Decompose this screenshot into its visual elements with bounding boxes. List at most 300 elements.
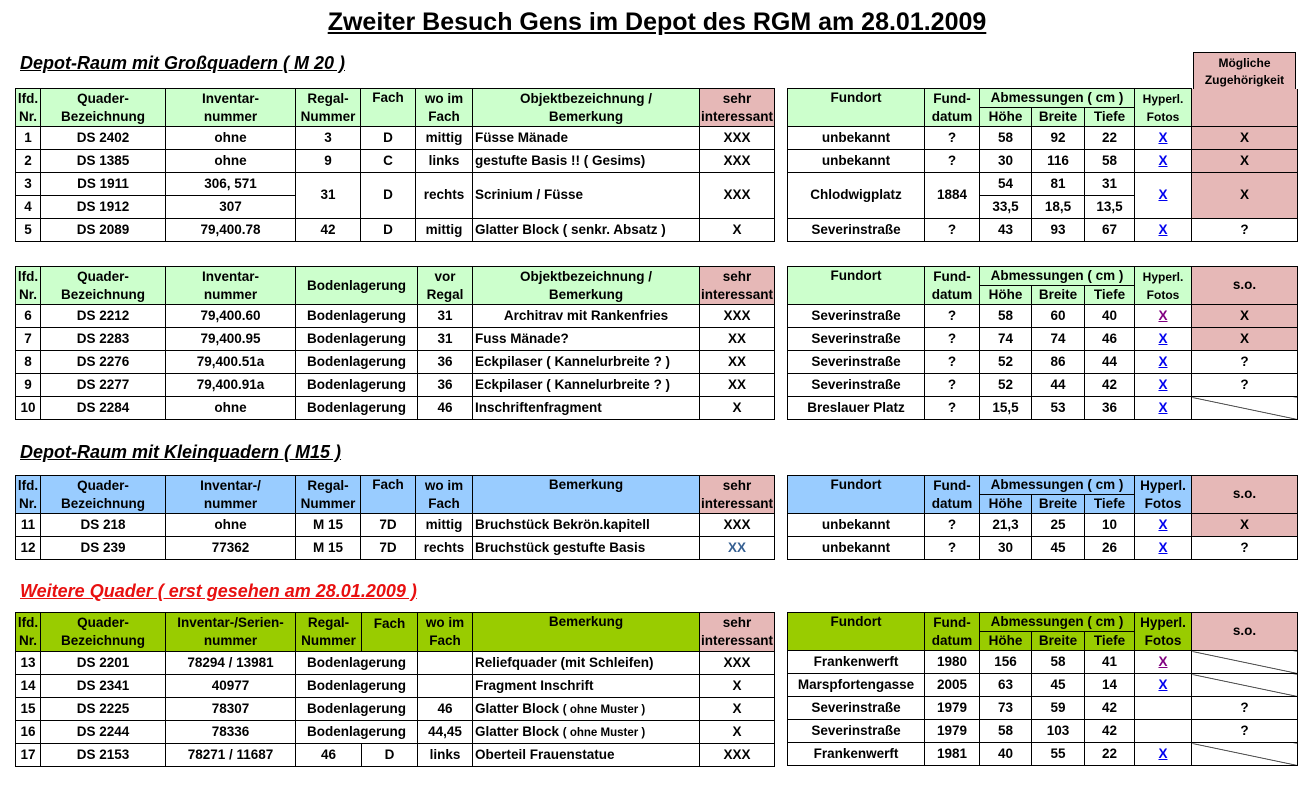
cell-inventar: ohne: [166, 397, 296, 420]
cell-breite: 45: [1032, 537, 1085, 560]
cell-wo: mittig: [416, 514, 473, 537]
table-row: [16, 698, 775, 721]
cell-wo: [418, 652, 473, 675]
cell-inventar: 306, 571: [166, 173, 296, 196]
header-fund: Fund- datum: [925, 89, 980, 127]
cell-objekt: Architrav mit Rankenfries: [473, 305, 700, 328]
table-row: [788, 697, 1298, 720]
cell-fundort: Severinstraße: [788, 720, 925, 743]
foto-link[interactable]: X: [1135, 674, 1192, 697]
cell-objekt: Füsse Mänade: [473, 127, 700, 150]
cell-fundort: Severinstraße: [788, 351, 925, 374]
cell-zugehoerigkeit-empty: [1192, 743, 1298, 766]
cell-tiefe: 42: [1085, 697, 1135, 720]
cell-vor: 36: [418, 351, 473, 374]
cell-sehr: X: [700, 721, 775, 744]
header-regal: Regal- Nummer: [296, 613, 362, 651]
header-vorregal: vor Regal: [418, 267, 473, 305]
cell-regal: Bodenlagerung: [296, 675, 418, 698]
cell-breite: 92: [1032, 127, 1085, 150]
table-row: [788, 537, 1298, 560]
table-row: [16, 397, 775, 420]
cell-inventar: 78271 / 11687: [166, 744, 296, 767]
header-sehr: sehr interessant: [700, 613, 775, 652]
cell-nr: 15: [16, 698, 41, 721]
cell-regal: 3: [296, 127, 361, 150]
cell-wo: [418, 675, 473, 698]
header-hyperl: Hyperl. Fotos: [1135, 89, 1192, 127]
cell-sehr: XXX: [700, 514, 775, 537]
cell-hoehe: 156: [980, 651, 1032, 674]
cell-regal: 9: [296, 150, 361, 173]
cell-hoehe: 74: [980, 328, 1032, 351]
cell-tiefe: 26: [1085, 537, 1135, 560]
cell-tiefe: 44: [1085, 351, 1135, 374]
cell-boden: Bodenlagerung: [296, 397, 418, 420]
cell-zugehoerigkeit: ?: [1192, 374, 1298, 397]
cell-breite: 44: [1032, 374, 1085, 397]
header-fund: Fund- datum: [925, 267, 980, 305]
cell-hoehe: 30: [980, 150, 1032, 173]
cell-breite: 93: [1032, 219, 1085, 242]
table-row: [788, 651, 1298, 674]
cell-nr: 4: [16, 196, 41, 219]
cell-quader: DS 218: [41, 514, 166, 537]
header-hoehe: Höhe: [980, 286, 1032, 305]
cell-hoehe: 63: [980, 674, 1032, 697]
cell-inventar: 78336: [166, 721, 296, 744]
cell-quader: DS 2212: [41, 305, 166, 328]
table-row: [16, 219, 775, 242]
cell-datum: ?: [925, 374, 980, 397]
cell-objekt: Eckpilaser ( Kannelurbreite ? ): [473, 374, 700, 397]
cell-tiefe: 22: [1085, 127, 1135, 150]
cell-regal: Bodenlagerung: [296, 721, 418, 744]
table-gross-left: [15, 88, 775, 242]
cell-objekt: Fuss Mänade?: [473, 328, 700, 351]
cell-sehr: XX: [700, 537, 775, 560]
header-hyperl: Hyperl. Fotos: [1135, 267, 1192, 305]
header-sehr: sehr interessant: [700, 89, 775, 127]
table-row: [16, 127, 775, 150]
header-bemerkung: Bemerkung: [473, 613, 700, 652]
header-fach: Fach: [361, 89, 416, 127]
page-title: Zweiter Besuch Gens im Depot des RGM am 28.01.2009: [327, 8, 987, 36]
header-breite: Breite: [1032, 286, 1085, 305]
cell-inventar: 78307: [166, 698, 296, 721]
cell-tiefe: 40: [1085, 305, 1135, 328]
cell-tiefe: 36: [1085, 397, 1135, 420]
cell-hoehe: 21,3: [980, 514, 1032, 537]
cell-wo: rechts: [416, 173, 473, 219]
header-abmessungen: Abmessungen ( cm ): [980, 267, 1135, 286]
header-fundort: Fundort: [788, 613, 925, 651]
header-objekt: Objektbezeichnung / Bemerkung: [473, 89, 700, 127]
cell-hoehe: 30: [980, 537, 1032, 560]
cell-fundort: Severinstraße: [788, 697, 925, 720]
cell-nr: 13: [16, 652, 41, 675]
cell-quader: DS 2283: [41, 328, 166, 351]
cell-nr: 11: [16, 514, 41, 537]
table-row: [16, 537, 775, 560]
cell-sehr: X: [700, 698, 775, 721]
cell-inventar: ohne: [166, 127, 296, 150]
table-row: [16, 652, 775, 675]
cell-quader: DS 2153: [41, 744, 166, 767]
cell-fach: D: [361, 173, 416, 219]
cell-nr: 14: [16, 675, 41, 698]
cell-breite: 18,5: [1032, 196, 1085, 219]
cell-inventar: 79,400.51a: [166, 351, 296, 374]
cell-vor: 46: [418, 397, 473, 420]
cell-inventar: 79,400.91a: [166, 374, 296, 397]
cell-datum: 1981: [925, 743, 980, 766]
cell-breite: 25: [1032, 514, 1085, 537]
cell-bemerkung: Glatter Block ( ohne Muster ): [473, 698, 700, 721]
cell-nr: 7: [16, 328, 41, 351]
cell-sehr: X: [700, 397, 775, 420]
cell-quader: DS 1385: [41, 150, 166, 173]
cell-vor: 36: [418, 374, 473, 397]
table-row: [16, 351, 775, 374]
foto-link[interactable]: X: [1135, 397, 1192, 420]
cell-wo: rechts: [416, 537, 473, 560]
cell-regal: 31: [296, 173, 361, 219]
table-boden-right: [787, 266, 1298, 420]
cell-datum: 1884: [925, 173, 980, 219]
cell-quader: DS 2244: [41, 721, 166, 744]
table-row: [788, 305, 1298, 328]
header-fund: Fund- datum: [925, 613, 980, 651]
cell-nr: 3: [16, 173, 41, 196]
cell-fundort: Frankenwerft: [788, 651, 925, 674]
cell-breite: 55: [1032, 743, 1085, 766]
header-lfd: lfd. Nr.: [16, 89, 41, 127]
cell-hoehe: 58: [980, 720, 1032, 743]
cell-inventar: 307: [166, 196, 296, 219]
cell-wo: mittig: [416, 127, 473, 150]
cell-nr: 1: [16, 127, 41, 150]
header-fundort: Fundort: [788, 476, 925, 514]
header-hyperl: Hyperl. Fotos: [1135, 476, 1192, 514]
cell-zugehoerigkeit-empty: [1192, 651, 1298, 674]
cell-quader: DS 2276: [41, 351, 166, 374]
table-row: [788, 328, 1298, 351]
foto-link[interactable]: X: [1135, 374, 1192, 397]
header-lfd: lfd. Nr.: [16, 267, 41, 305]
cell-objekt: Scrinium / Füsse: [473, 173, 700, 219]
cell-zugehoerigkeit: ?: [1192, 720, 1298, 743]
cell-breite: 45: [1032, 674, 1085, 697]
table-row: [16, 150, 775, 173]
cell-sehr: XXX: [700, 150, 775, 173]
cell-vor: 31: [418, 328, 473, 351]
cell-zugehoerigkeit-empty: [1192, 674, 1298, 697]
cell-regal: M 15: [296, 514, 361, 537]
header-zugehoerigkeit: Mögliche Zugehörigkeit: [1193, 52, 1296, 125]
cell-tiefe: 41: [1085, 651, 1135, 674]
table-row: [788, 743, 1298, 766]
cell-regal: Bodenlagerung: [296, 652, 418, 675]
cell-quader: DS 2225: [41, 698, 166, 721]
cell-datum: ?: [925, 537, 980, 560]
cell-fach: 7D: [361, 537, 416, 560]
header-quader: Quader- Bezeichnung: [41, 613, 166, 652]
header-woim: wo im Fach: [416, 89, 473, 127]
header-lfd: lfd. Nr.: [16, 613, 41, 652]
cell-hoehe: 58: [980, 127, 1032, 150]
cell-datum: ?: [925, 305, 980, 328]
cell-hoehe: 52: [980, 374, 1032, 397]
cell-hoehe: 15,5: [980, 397, 1032, 420]
header-breite: Breite: [1032, 108, 1085, 127]
foto-link[interactable]: X: [1135, 219, 1192, 242]
header-breite: Breite: [1032, 495, 1085, 514]
cell-fundort: Severinstraße: [788, 374, 925, 397]
header-so: s.o.: [1192, 613, 1298, 651]
cell-bemerkung: Bruchstück Bekrön.kapitell: [473, 514, 700, 537]
table-row: [16, 744, 775, 767]
header-regal-fach: [296, 613, 418, 652]
cell-hoehe: 73: [980, 697, 1032, 720]
cell-nr: 2: [16, 150, 41, 173]
table-row: [16, 721, 775, 744]
section-title-klein: Depot-Raum mit Kleinquadern ( M15 ): [20, 442, 342, 462]
cell-regal: M 15: [296, 537, 361, 560]
cell-fundort: Chlodwigplatz: [788, 173, 925, 219]
cell-hoehe: 40: [980, 743, 1032, 766]
cell-hoehe: 58: [980, 305, 1032, 328]
cell-regal-fach: 46 D: [296, 744, 418, 767]
header-fundort: Fundort: [788, 267, 925, 305]
cell-tiefe: 22: [1085, 743, 1135, 766]
cell-tiefe: 42: [1085, 720, 1135, 743]
cell-vor: 31: [418, 305, 473, 328]
cell-tiefe: 42: [1085, 374, 1135, 397]
cell-datum: 1980: [925, 651, 980, 674]
cell-quader: DS 1912: [41, 196, 166, 219]
cell-datum: 1979: [925, 720, 980, 743]
cell-datum: ?: [925, 127, 980, 150]
header-tiefe: Tiefe: [1085, 286, 1135, 305]
table-row: [788, 720, 1298, 743]
cell-inventar: 40977: [166, 675, 296, 698]
table-row: [16, 305, 775, 328]
cell-objekt: Glatter Block ( senkr. Absatz ): [473, 219, 700, 242]
header-sehr: sehr interessant: [700, 267, 775, 305]
cell-tiefe: 67: [1085, 219, 1135, 242]
cell-zugehoerigkeit: X: [1192, 127, 1298, 150]
cell-breite: 81: [1032, 173, 1085, 196]
foto-link[interactable]: X: [1135, 537, 1192, 560]
cell-quader: DS 2089: [41, 219, 166, 242]
foto-link: [1135, 720, 1192, 743]
cell-zugehoerigkeit: X: [1192, 150, 1298, 173]
cell-boden: Bodenlagerung: [296, 374, 418, 397]
cell-wo: 44,45: [418, 721, 473, 744]
cell-fundort: Severinstraße: [788, 328, 925, 351]
header-so: s.o.: [1192, 476, 1298, 514]
foto-link[interactable]: X: [1135, 351, 1192, 374]
header-woim: wo im Fach: [416, 476, 473, 514]
cell-tiefe: 46: [1085, 328, 1135, 351]
foto-link[interactable]: X: [1135, 514, 1192, 537]
table-row: [788, 173, 1298, 196]
header-fundort: Fundort: [788, 89, 925, 127]
header-hyperl: Hyperl. Fotos: [1135, 613, 1192, 651]
cell-bemerkung: Fragment Inschrift: [473, 675, 700, 698]
header-fund: Fund- datum: [925, 476, 980, 514]
cell-zugehoerigkeit: X: [1192, 173, 1298, 219]
cell-sehr: XX: [700, 328, 775, 351]
table-row: [788, 219, 1298, 242]
cell-inventar: 79,400.95: [166, 328, 296, 351]
cell-breite: 74: [1032, 328, 1085, 351]
cell-objekt: Eckpilaser ( Kannelurbreite ? ): [473, 351, 700, 374]
cell-breite: 86: [1032, 351, 1085, 374]
foto-link[interactable]: X: [1135, 305, 1192, 328]
header-quader: Quader- Bezeichnung: [41, 476, 166, 514]
cell-quader: DS 2402: [41, 127, 166, 150]
header-inventar: Inventar- nummer: [166, 89, 296, 127]
cell-sehr: X: [700, 219, 775, 242]
foto-link[interactable]: X: [1135, 127, 1192, 150]
cell-datum: ?: [925, 219, 980, 242]
cell-bemerkung: Reliefquader (mit Schleifen): [473, 652, 700, 675]
foto-link[interactable]: X: [1135, 743, 1192, 766]
cell-sehr: XX: [700, 351, 775, 374]
foto-link[interactable]: X: [1135, 328, 1192, 351]
foto-link: [1135, 697, 1192, 720]
header-tiefe: Tiefe: [1085, 108, 1135, 127]
table-boden-left: [15, 266, 775, 420]
cell-fach: C: [361, 150, 416, 173]
cell-quader: DS 2201: [41, 652, 166, 675]
cell-datum: ?: [925, 351, 980, 374]
cell-nr: 16: [16, 721, 41, 744]
cell-zugehoerigkeit-empty: [1192, 397, 1298, 420]
cell-tiefe: 10: [1085, 514, 1135, 537]
cell-breite: 116: [1032, 150, 1085, 173]
cell-sehr: XX: [700, 374, 775, 397]
header-woim: wo im Fach: [418, 613, 473, 652]
cell-nr: 9: [16, 374, 41, 397]
header-fach: Fach: [373, 616, 406, 631]
cell-zugehoerigkeit: ?: [1192, 697, 1298, 720]
header-sehr: sehr interessant: [700, 476, 775, 514]
header-abmessungen: Abmessungen ( cm ): [980, 613, 1135, 632]
cell-zugehoerigkeit: ?: [1192, 351, 1298, 374]
table-row: [788, 127, 1298, 150]
cell-fundort: Severinstraße: [788, 219, 925, 242]
cell-hoehe: 43: [980, 219, 1032, 242]
cell-hoehe: 52: [980, 351, 1032, 374]
table-klein-left: [15, 475, 775, 560]
cell-fundort: Severinstraße: [788, 305, 925, 328]
cell-tiefe: 14: [1085, 674, 1135, 697]
cell-datum: 1979: [925, 697, 980, 720]
cell-datum: ?: [925, 328, 980, 351]
cell-wo: 46: [418, 698, 473, 721]
cell-breite: 103: [1032, 720, 1085, 743]
cell-sehr: X: [700, 675, 775, 698]
header-quader: Quader- Bezeichnung: [41, 89, 166, 127]
header-breite: Breite: [1032, 632, 1085, 651]
cell-bemerkung: Oberteil Frauenstatue: [473, 744, 700, 767]
cell-zugehoerigkeit: X: [1192, 514, 1298, 537]
cell-quader: DS 1911: [41, 173, 166, 196]
table-weitere-left: [15, 612, 775, 767]
cell-sehr: XXX: [700, 652, 775, 675]
cell-zugehoerigkeit: ?: [1192, 537, 1298, 560]
cell-breite: 59: [1032, 697, 1085, 720]
cell-inventar: ohne: [166, 150, 296, 173]
cell-regal: 42: [296, 219, 361, 242]
cell-fundort: unbekannt: [788, 150, 925, 173]
header-objekt: Objektbezeichnung / Bemerkung: [473, 267, 700, 305]
cell-fach: D: [361, 219, 416, 242]
cell-fundort: unbekannt: [788, 537, 925, 560]
table-row: [788, 351, 1298, 374]
cell-wo: links: [418, 744, 473, 767]
foto-link[interactable]: X: [1135, 150, 1192, 173]
table-row: [16, 514, 775, 537]
cell-quader: DS 2284: [41, 397, 166, 420]
foto-link[interactable]: X: [1135, 173, 1192, 219]
section-title-weitere: Weitere Quader ( erst gesehen am 28.01.2009 ): [20, 581, 417, 601]
header-tiefe: Tiefe: [1085, 632, 1135, 651]
header-regal: Regal- Nummer: [296, 89, 361, 127]
cell-tiefe: 31: [1085, 173, 1135, 196]
header-lfd: lfd. Nr.: [16, 476, 41, 514]
cell-datum: ?: [925, 397, 980, 420]
cell-sehr: XXX: [700, 305, 775, 328]
cell-bemerkung: Glatter Block ( ohne Muster ): [473, 721, 700, 744]
table-weitere-right: [787, 612, 1298, 766]
cell-boden: Bodenlagerung: [296, 305, 418, 328]
cell-zugehoerigkeit: ?: [1192, 219, 1298, 242]
cell-objekt: gestufte Basis !! ( Gesims): [473, 150, 700, 173]
cell-sehr: XXX: [700, 127, 775, 150]
header-hoehe: Höhe: [980, 495, 1032, 514]
table-row: [16, 675, 775, 698]
cell-hoehe: 33,5: [980, 196, 1032, 219]
cell-zugehoerigkeit: X: [1192, 328, 1298, 351]
cell-breite: 53: [1032, 397, 1085, 420]
foto-link[interactable]: X: [1135, 651, 1192, 674]
cell-tiefe: 13,5: [1085, 196, 1135, 219]
cell-nr: 8: [16, 351, 41, 374]
cell-bemerkung: Bruchstück gestufte Basis: [473, 537, 700, 560]
cell-quader: DS 2277: [41, 374, 166, 397]
table-klein-right: [787, 475, 1298, 560]
cell-nr: 10: [16, 397, 41, 420]
header-inventar: Inventar-/ nummer: [166, 476, 296, 514]
cell-breite: 60: [1032, 305, 1085, 328]
table-row: [788, 674, 1298, 697]
header-hoehe: Höhe: [980, 632, 1032, 651]
header-fach: Fach: [361, 476, 416, 514]
cell-inventar: 78294 / 13981: [166, 652, 296, 675]
cell-quader: DS 239: [41, 537, 166, 560]
table-row: [788, 397, 1298, 420]
cell-wo: links: [416, 150, 473, 173]
header-boden: Bodenlagerung: [296, 267, 418, 305]
cell-sehr: XXX: [700, 744, 775, 767]
header-inventar: Inventar-/Serien- nummer: [166, 613, 296, 652]
cell-boden: Bodenlagerung: [296, 351, 418, 374]
cell-wo: mittig: [416, 219, 473, 242]
